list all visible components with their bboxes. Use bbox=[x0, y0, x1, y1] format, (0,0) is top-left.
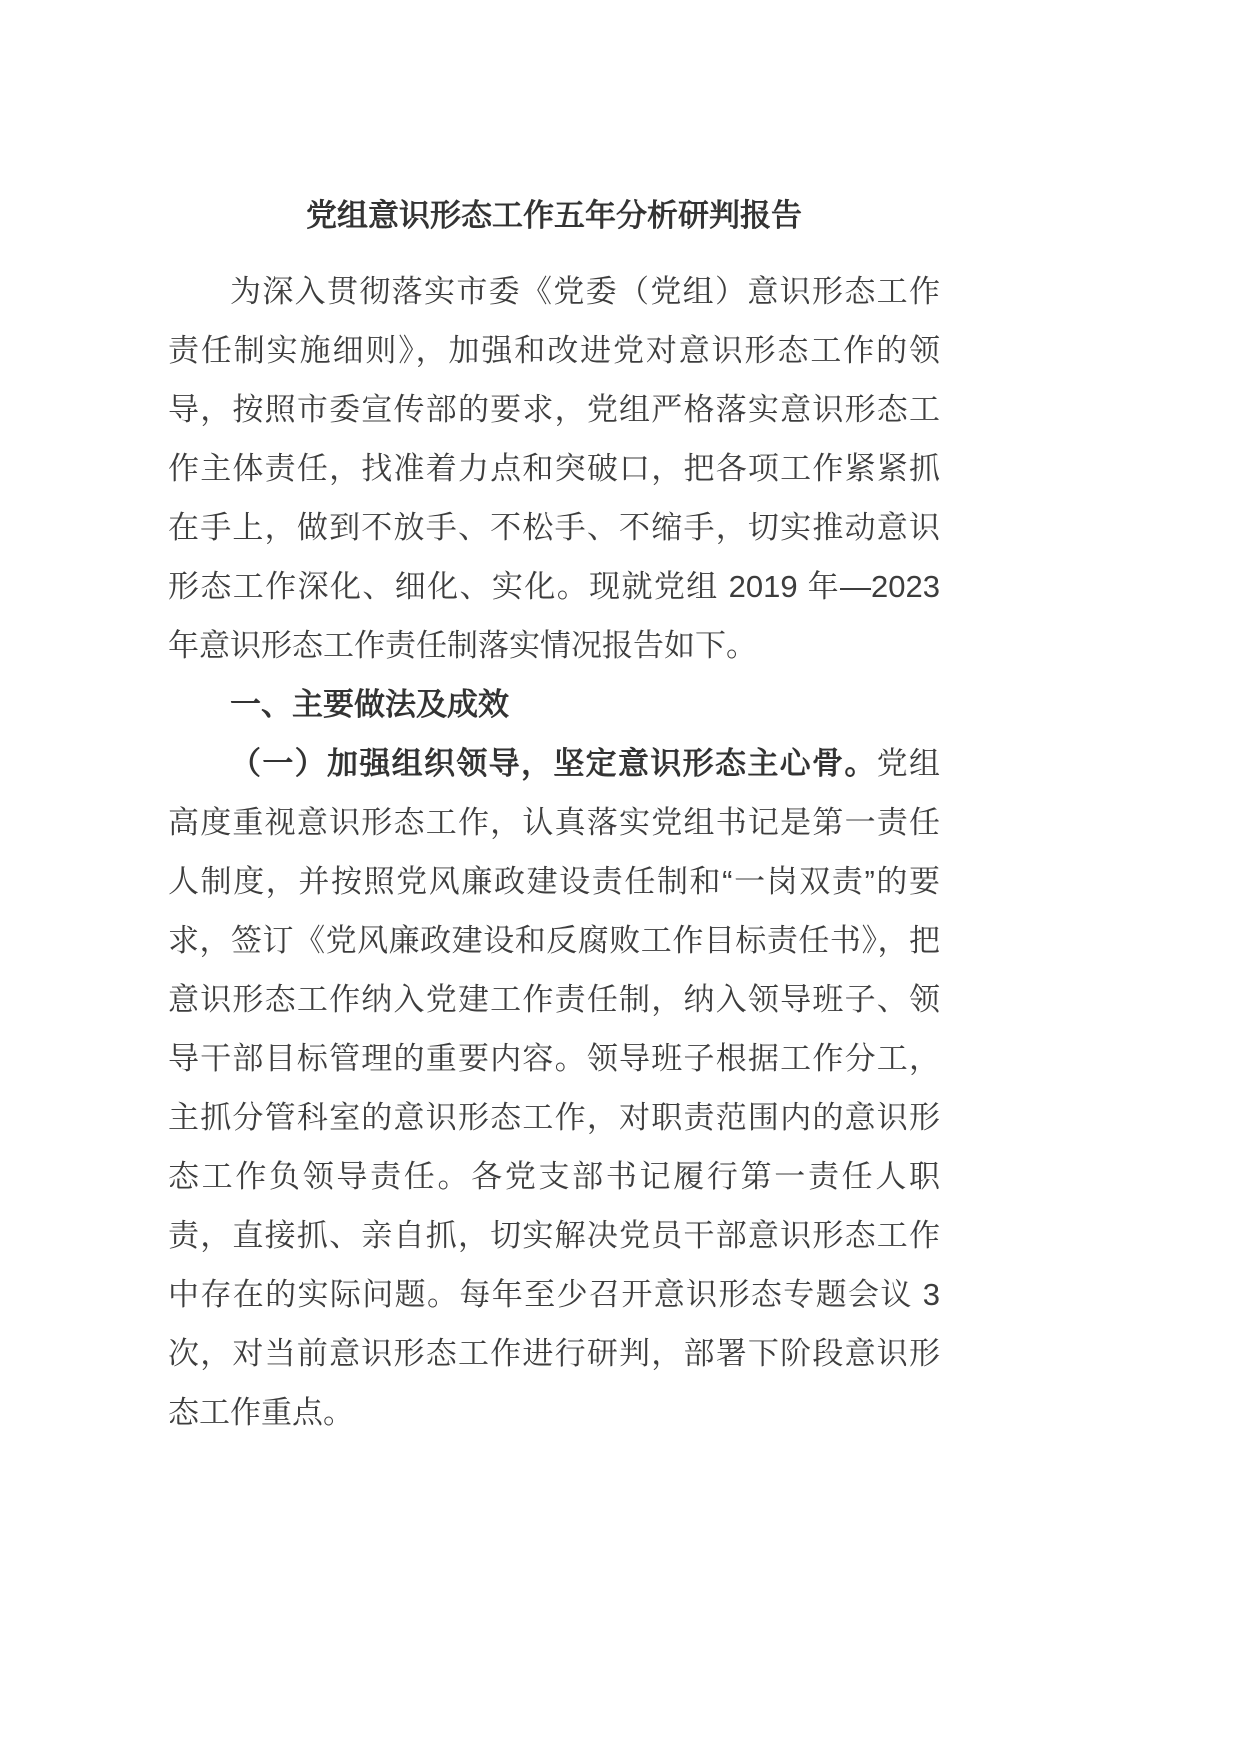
document-title: 党组意识形态工作五年分析研判报告 bbox=[306, 198, 802, 233]
item-1-body-text: 党组高度重视意识形态工作，认真落实党组书记是第一责任人制度，并按照党风廉政建设责任制和“一岗双责”的要求，签订《党风廉政建设和反腐败工作目标责任书》，把意识形态工作纳入党建工作责任制，纳入领导班子、领导干部目标管理的重要内容。领导班子根据工作分工，主抓分管科室的意识形态工作，对职责范围内的意识形态工作负领导责任。各党支部书记履行第一责任人职责，直接抓、亲自抓，切实解决党员干部意识形态工作中存在的实际问题。每年至少召开意识形态专题会议 3 次，对当前意识形态工作进行研判，部署下阶段意识形态工作重点。 bbox=[168, 746, 941, 1430]
item-1-lead-text: （一）加强组织领导，坚定意识形态主心骨。 bbox=[230, 746, 877, 781]
intro-paragraph: 为深入贯彻落实市委《党委（党组）意识形态工作责任制实施细则》，加强和改进党对意识形态工作的领导，按照市委宣传部的要求，党组严格落实意识形态工作主体责任，找准着力点和突破口，把各项工作紧紧抓在手上，做到不放手、不松手、不缩手，切实推动意识形态工作深化、细化、实化。现就党组 2019 年—2023 年意识形态工作责任制落实情况报告如下。 bbox=[168, 274, 940, 663]
section-1-heading: 一、主要做法及成效 bbox=[230, 687, 509, 722]
section-1-item-1-paragraph bbox=[168, 734, 940, 1442]
